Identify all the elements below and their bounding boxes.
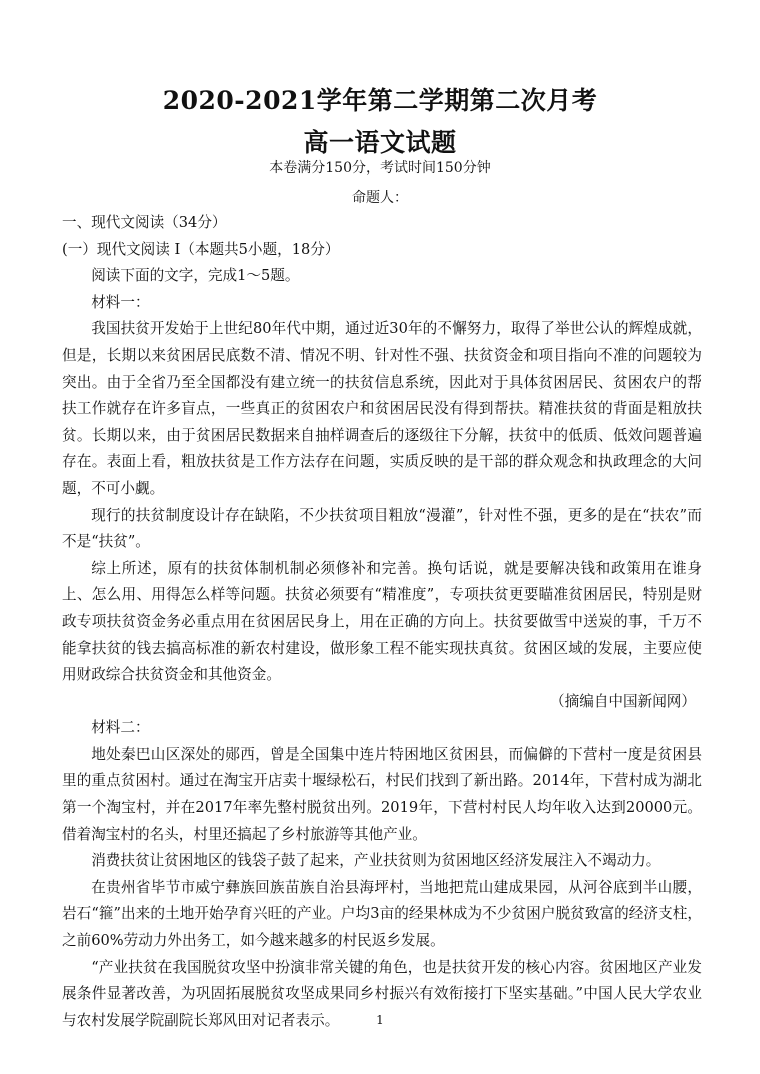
material1-paragraph-1: 我国扶贫开发始于上世纪80年代中期，通过近30年的不懈努力，取得了举世公认的辉煌成就，但是，长期以来贫困居民底数不清、情况不明、针对性不强、扶贫资金和项目指向不准的问题较为突出。由于全省乃至全国都没有建立统一的扶贫信息系统，因此对于具体贫困居民、贫困农户的帮扶工作就存在许多盲点，一些真正的贫困农户和贫困居民没有得到帮扶。精准扶贫的背面是粗放扶贫。长期以来，由于贫困居民数据来自抽样调查后的逐级往下分解，扶贫中的低质、低效问题普遍存在。表面上看，粗放扶贫是工作方法存在问题，实质反映的是干部的群众观念和执政理念的大问题，不可小觑。 (62, 320, 702, 497)
instruction: 阅读下面的文字，完成1～5题。 (91, 267, 300, 285)
author-label: 命题人： (352, 190, 408, 206)
exam-title: 2020-2021学年第二学期第二次月考 (162, 86, 598, 115)
material2-paragraph-2: 消费扶贫让贫困地区的钱袋子鼓了起来，产业扶贫则为贫困地区经济发展注入不竭动力。 (91, 852, 661, 870)
page-number: 1 (376, 1013, 384, 1027)
section-heading: 一、现代文阅读（34分） (62, 214, 227, 231)
material1-source: （摘编自中国新闻网） (550, 692, 696, 710)
section-subheading: (一）现代文阅读 I（本题共5小题，18分） (62, 240, 340, 258)
exam-subtitle: 高一语文试题 (303, 128, 457, 157)
material1-label: 材料一： (91, 293, 150, 311)
material1-paragraph-3: 综上所述，原有的扶贫体制机制必须修补和完善。换句话说，就是要解决钱和政策用在谁身上、怎么用、用得怎么样等问题。扶贫必须要有“精准度”，专项扶贫更要瞄准贫困居民，特别是财政专项扶贫资金务必重点用在贫困居民身上，用在正确的方向上。扶贫要做雪中送炭的事，千万不能拿扶贫的钱去搞高标准的新农村建设，做形象工程不能实现扶真贫。贫困区域的发展，主要应使用财政综合扶贫资金和其他资金。 (62, 559, 702, 684)
material2-label: 材料二： (91, 719, 150, 737)
material2-paragraph-3: 在贵州省毕节市威宁彝族回族苗族自治县海坪村，当地把荒山建成果园，从河谷底到半山腰，岩石“箍”出来的土地开始孕育兴旺的产业。户均3亩的经果林成为不少贫困户脱贫致富的经济支柱，之前60%劳动力外出务工，如今越来越多的村民返乡发展。 (62, 878, 702, 950)
exam-body (62, 210, 702, 1034)
material2-paragraph-1: 地处秦巴山区深处的郧西，曾是全国集中连片特困地区贫困县，而偏僻的下营村一度是贫困县里的重点贫困村。通过在淘宝开店卖十堰绿松石，村民们找到了新出路。2014年，下营村成为湖北第一个淘宝村，并在2017年率先整村脱贫出列。2019年，下营村村民人均年收入达到20000元。借着淘宝村的名头，村里还搞起了乡村旅游等其他产业。 (62, 745, 702, 843)
exam-info: 本卷满分150分，考试时间150分钟 (269, 160, 491, 176)
material2-paragraph-4: “产业扶贫在我国脱贫攻坚中扮演非常关键的角色，也是扶贫开发的核心内容。贫困地区产业发展条件显著改善，为巩固拓展脱贫攻坚成果同乡村振兴有效衔接打下坚实基础。”中国人民大学农业与农村发展学院副院长郑风田对记者表示。 (62, 958, 702, 1029)
material1-paragraph-2: 现行的扶贫制度设计存在缺陷，不少扶贫项目粗放“漫灌”，针对性不强，更多的是在“扶农”而不是“扶贫”。 (62, 506, 702, 551)
